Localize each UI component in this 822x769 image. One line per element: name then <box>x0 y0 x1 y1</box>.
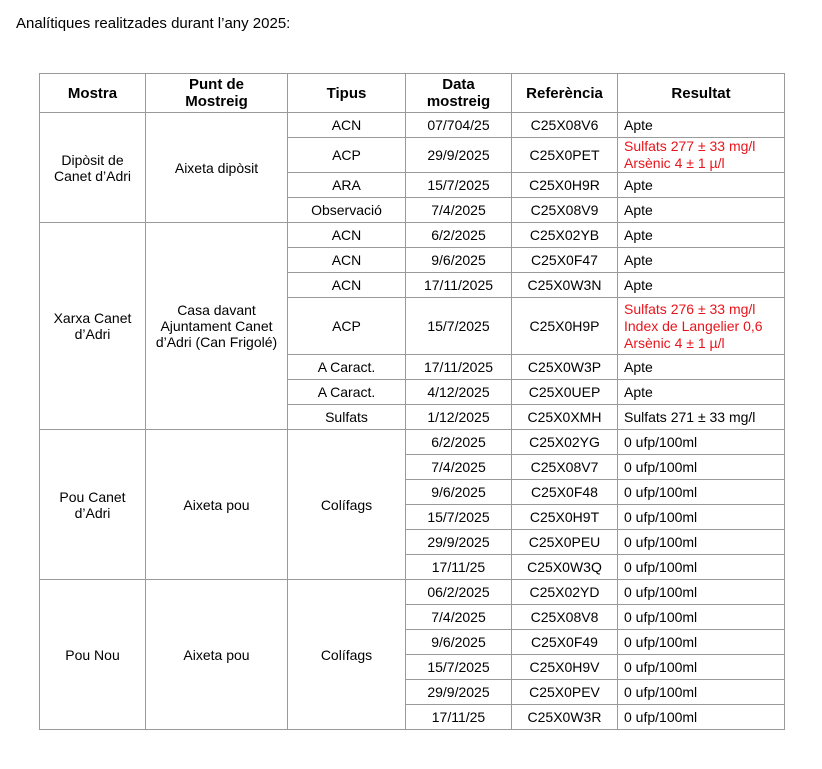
punt-cell: Aixeta pou <box>146 580 288 730</box>
ref-cell: C25X0H9V <box>512 655 618 680</box>
tipus-cell: A Caract. <box>288 355 406 380</box>
ref-cell: C25X0H9T <box>512 505 618 530</box>
resultat-line: Index de Langelier 0,6 <box>624 317 763 334</box>
resultat-cell: Apte <box>618 355 785 380</box>
resultat-cell: Apte <box>618 198 785 223</box>
punt-line2: Ajuntament Canet <box>160 318 273 334</box>
table-row <box>40 580 785 605</box>
resultat-cell: 0 ufp/100ml <box>618 680 785 705</box>
mostra-line1: Pou Canet <box>59 488 126 505</box>
data-cell: 17/11/2025 <box>406 355 512 380</box>
data-cell: 7/4/2025 <box>406 198 512 223</box>
resultat-cell: 0 ufp/100ml <box>618 530 785 555</box>
resultat-cell: 0 ufp/100ml <box>618 505 785 530</box>
mostra-cell <box>40 430 146 580</box>
data-cell: 17/11/2025 <box>406 273 512 298</box>
punt-cell <box>146 223 288 430</box>
data-cell: 6/2/2025 <box>406 430 512 455</box>
header-punt-mostreig <box>146 74 288 113</box>
data-cell: 29/9/2025 <box>406 530 512 555</box>
ref-cell: C25X0XMH <box>512 405 618 430</box>
mostra-line1: Dipòsit de <box>61 151 124 168</box>
ref-cell: C25X0F49 <box>512 630 618 655</box>
punt-cell: Aixeta pou <box>146 430 288 580</box>
data-cell: 9/6/2025 <box>406 248 512 273</box>
resultat-cell-warning <box>618 138 785 173</box>
resultat-cell: 0 ufp/100ml <box>618 455 785 480</box>
punt-cell: Aixeta dipòsit <box>146 113 288 223</box>
resultat-cell: 0 ufp/100ml <box>618 605 785 630</box>
tipus-cell: Colífags <box>288 580 406 730</box>
ref-cell: C25X02YG <box>512 430 618 455</box>
ref-cell: C25X0W3Q <box>512 555 618 580</box>
ref-cell: C25X0W3P <box>512 355 618 380</box>
resultat-cell: 0 ufp/100ml <box>618 580 785 605</box>
header-data-line2: mostreig <box>426 93 491 110</box>
resultat-line: Sulfats 276 ± 33 mg/l <box>624 300 756 317</box>
data-cell: 9/6/2025 <box>406 480 512 505</box>
ref-cell: C25X08V7 <box>512 455 618 480</box>
data-cell: 29/9/2025 <box>406 680 512 705</box>
resultat-cell: Apte <box>618 113 785 138</box>
data-cell: 15/7/2025 <box>406 505 512 530</box>
header-punt-line2: Mostreig <box>185 93 248 110</box>
data-cell: 29/9/2025 <box>406 138 512 173</box>
ref-cell: C25X02YB <box>512 223 618 248</box>
resultat-line: Sulfats 277 ± 33 mg/l <box>624 138 756 154</box>
header-punt-line1: Punt de <box>189 76 244 93</box>
data-cell: 15/7/2025 <box>406 173 512 198</box>
resultat-line: Arsènic 4 ± 1 µ/l <box>624 155 725 171</box>
ref-cell: C25X0UEP <box>512 380 618 405</box>
mostra-line1: Xarxa Canet <box>53 310 132 326</box>
mostra-cell <box>40 223 146 430</box>
ref-cell: C25X02YD <box>512 580 618 605</box>
resultat-cell: 0 ufp/100ml <box>618 555 785 580</box>
mostra-line2: d’Adri <box>74 326 111 342</box>
resultat-cell: Apte <box>618 248 785 273</box>
tipus-cell: Sulfats <box>288 405 406 430</box>
tipus-cell: ACP <box>288 298 406 355</box>
data-cell: 4/12/2025 <box>406 380 512 405</box>
data-cell: 7/4/2025 <box>406 605 512 630</box>
header-data-line1: Data <box>442 76 475 93</box>
table-row <box>40 430 785 455</box>
tipus-cell: Observació <box>288 198 406 223</box>
tipus-cell: ACN <box>288 273 406 298</box>
header-data-mostreig <box>406 74 512 113</box>
tipus-cell: Colífags <box>288 430 406 580</box>
data-cell: 06/2/2025 <box>406 580 512 605</box>
data-cell: 15/7/2025 <box>406 298 512 355</box>
punt-line3: d’Adri (Can Frigolé) <box>155 334 278 350</box>
ref-cell: C25X08V6 <box>512 113 618 138</box>
resultat-line: Arsènic 4 ± 1 µ/l <box>624 334 725 351</box>
table-row <box>40 113 785 138</box>
resultat-cell: Apte <box>618 223 785 248</box>
resultat-cell: 0 ufp/100ml <box>618 430 785 455</box>
page-title: Analítiques realitzades durant l’any 2025: <box>16 15 291 32</box>
data-cell: 7/4/2025 <box>406 455 512 480</box>
header-tipus: Tipus <box>288 74 406 113</box>
mostra-cell: Pou Nou <box>40 580 146 730</box>
resultat-cell-warning <box>618 298 785 355</box>
ref-cell: C25X08V8 <box>512 605 618 630</box>
data-cell: 6/2/2025 <box>406 223 512 248</box>
ref-cell: C25X0PET <box>512 138 618 173</box>
resultat-cell: 0 ufp/100ml <box>618 705 785 730</box>
data-cell: 9/6/2025 <box>406 630 512 655</box>
resultat-cell: 0 ufp/100ml <box>618 655 785 680</box>
ref-cell: C25X0F47 <box>512 248 618 273</box>
resultat-cell: 0 ufp/100ml <box>618 480 785 505</box>
resultat-cell: Apte <box>618 273 785 298</box>
header-resultat: Resultat <box>618 74 785 113</box>
header-referencia: Referència <box>512 74 618 113</box>
tipus-cell: ACN <box>288 248 406 273</box>
resultat-cell: 0 ufp/100ml <box>618 630 785 655</box>
punt-line1: Casa davant <box>177 302 256 318</box>
table-header-row <box>40 74 785 113</box>
data-cell: 17/11/25 <box>406 705 512 730</box>
data-cell: 07/704/25 <box>406 113 512 138</box>
tipus-cell: ARA <box>288 173 406 198</box>
ref-cell: C25X0PEV <box>512 680 618 705</box>
tipus-cell: ACN <box>288 113 406 138</box>
ref-cell: C25X0PEU <box>512 530 618 555</box>
data-cell: 1/12/2025 <box>406 405 512 430</box>
resultat-cell: Apte <box>618 173 785 198</box>
ref-cell: C25X0H9R <box>512 173 618 198</box>
data-cell: 17/11/25 <box>406 555 512 580</box>
analyses-table <box>39 73 785 730</box>
resultat-cell: Sulfats 271 ± 33 mg/l <box>618 405 785 430</box>
ref-cell: C25X08V9 <box>512 198 618 223</box>
mostra-cell <box>40 113 146 223</box>
mostra-line2: Canet d’Adri <box>53 167 132 184</box>
ref-cell: C25X0W3R <box>512 705 618 730</box>
resultat-cell: Apte <box>618 380 785 405</box>
ref-cell: C25X0H9P <box>512 298 618 355</box>
header-mostra: Mostra <box>40 74 146 113</box>
tipus-cell: ACN <box>288 223 406 248</box>
tipus-cell: ACP <box>288 138 406 173</box>
tipus-cell: A Caract. <box>288 380 406 405</box>
ref-cell: C25X0W3N <box>512 273 618 298</box>
table-row <box>40 223 785 248</box>
mostra-line2: d’Adri <box>74 504 111 521</box>
ref-cell: C25X0F48 <box>512 480 618 505</box>
data-cell: 15/7/2025 <box>406 655 512 680</box>
